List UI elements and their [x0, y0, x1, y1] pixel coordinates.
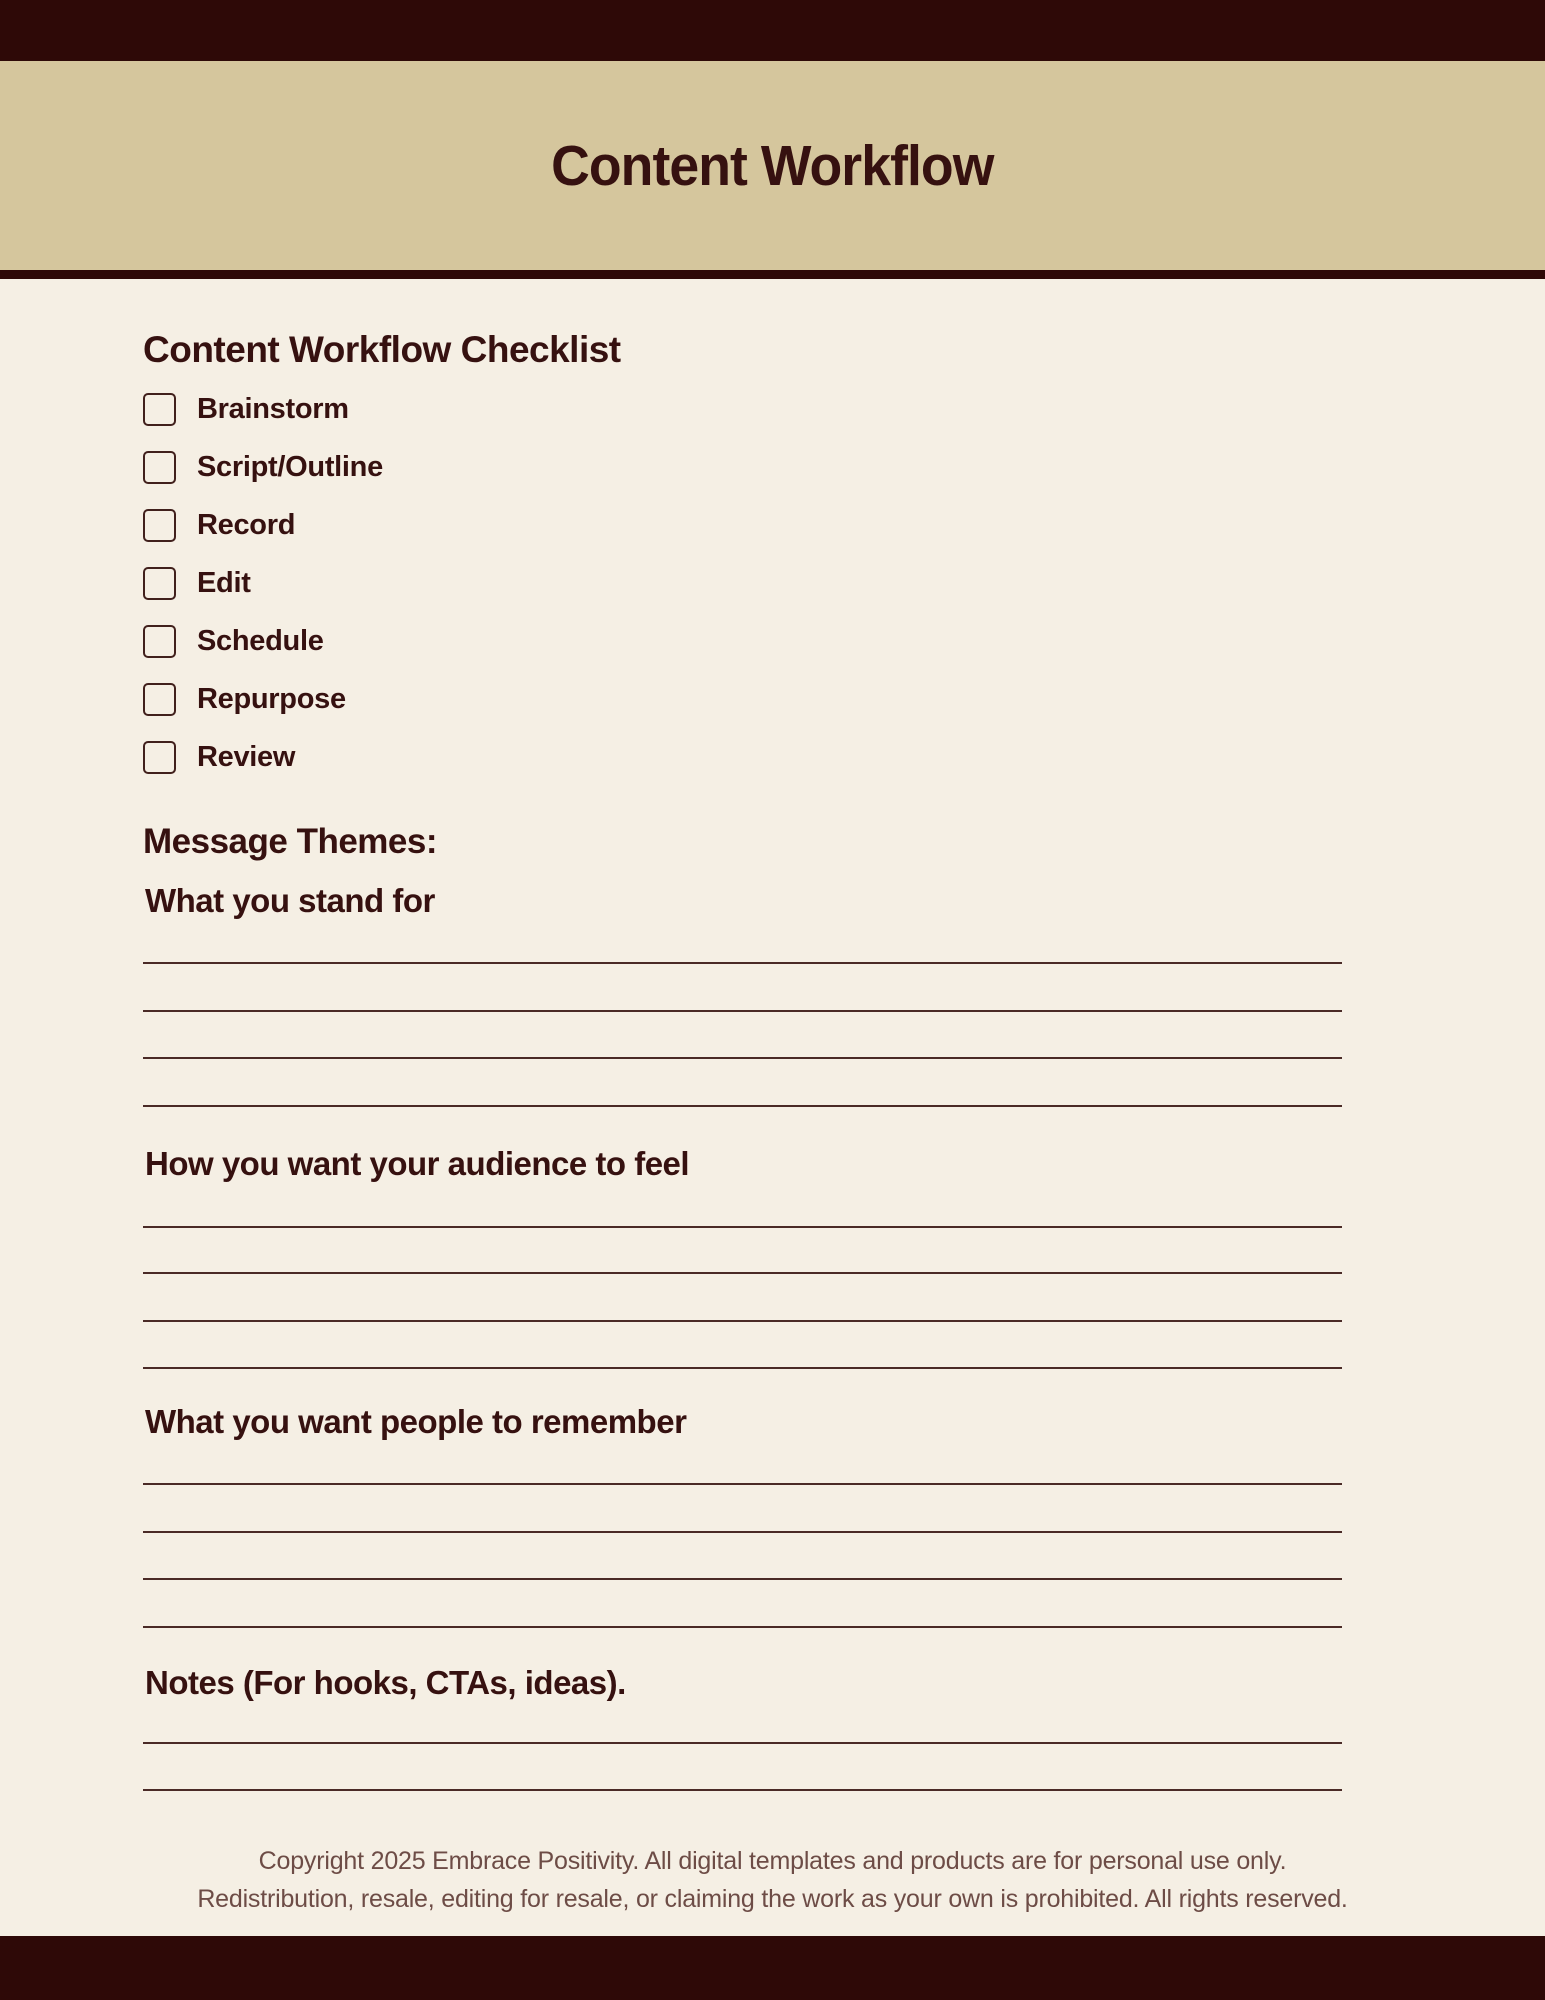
bottom-bar: [0, 1936, 1545, 2000]
writing-line: [143, 1789, 1342, 1791]
writing-line: [143, 1226, 1342, 1228]
checklist-row: [143, 391, 349, 428]
checklist-item-label: Review: [197, 741, 296, 773]
copyright-notice: [0, 1842, 1545, 1918]
checklist-heading: Content Workflow Checklist: [143, 329, 621, 370]
header-divider: [0, 270, 1545, 279]
writing-line: [143, 1626, 1342, 1628]
checklist-row: [143, 565, 251, 602]
writing-line: [143, 1057, 1342, 1059]
writing-line: [143, 1367, 1342, 1369]
copyright-line-2: Redistribution, resale, editing for resale, or claiming the work as your own is prohibited. All rights reserved.: [197, 1885, 1348, 1913]
writing-line: [143, 962, 1342, 964]
checklist-row: [143, 507, 295, 544]
header-banner: [0, 61, 1545, 270]
copyright-line-1: Copyright 2025 Embrace Positivity. All digital templates and products are for personal use only.: [258, 1847, 1287, 1875]
writing-line: [143, 1742, 1342, 1744]
checkbox-repurpose[interactable]: [143, 683, 176, 716]
checklist-item-label: Edit: [197, 567, 251, 599]
top-bar: [0, 0, 1545, 61]
writing-line: [143, 1010, 1342, 1012]
checkbox-script-outline[interactable]: [143, 451, 176, 484]
section-heading-stand-for: What you stand for: [145, 882, 435, 919]
checkbox-review[interactable]: [143, 741, 176, 774]
checklist-item-label: Repurpose: [197, 683, 346, 715]
checkbox-brainstorm[interactable]: [143, 393, 176, 426]
writing-line: [143, 1483, 1342, 1485]
message-themes-heading: Message Themes:: [143, 822, 438, 861]
checklist-row: [143, 681, 346, 718]
writing-line: [143, 1320, 1342, 1322]
checklist-row: [143, 623, 324, 660]
section-heading-remember: What you want people to remember: [145, 1403, 687, 1440]
checkbox-edit[interactable]: [143, 567, 176, 600]
writing-line: [143, 1578, 1342, 1580]
section-heading-notes: Notes (For hooks, CTAs, ideas).: [145, 1664, 626, 1701]
checkbox-record[interactable]: [143, 509, 176, 542]
writing-line: [143, 1105, 1342, 1107]
checkbox-schedule[interactable]: [143, 625, 176, 658]
section-heading-audience-feel: How you want your audience to feel: [145, 1145, 690, 1182]
page-title: Content Workflow: [551, 133, 994, 198]
checklist-item-label: Brainstorm: [197, 393, 349, 425]
checklist-item-label: Script/Outline: [197, 451, 383, 483]
writing-line: [143, 1272, 1342, 1274]
checklist-item-label: Schedule: [197, 625, 324, 657]
checklist-row: [143, 449, 383, 486]
writing-line: [143, 1531, 1342, 1533]
checklist-row: [143, 739, 295, 776]
checklist-item-label: Record: [197, 509, 296, 541]
